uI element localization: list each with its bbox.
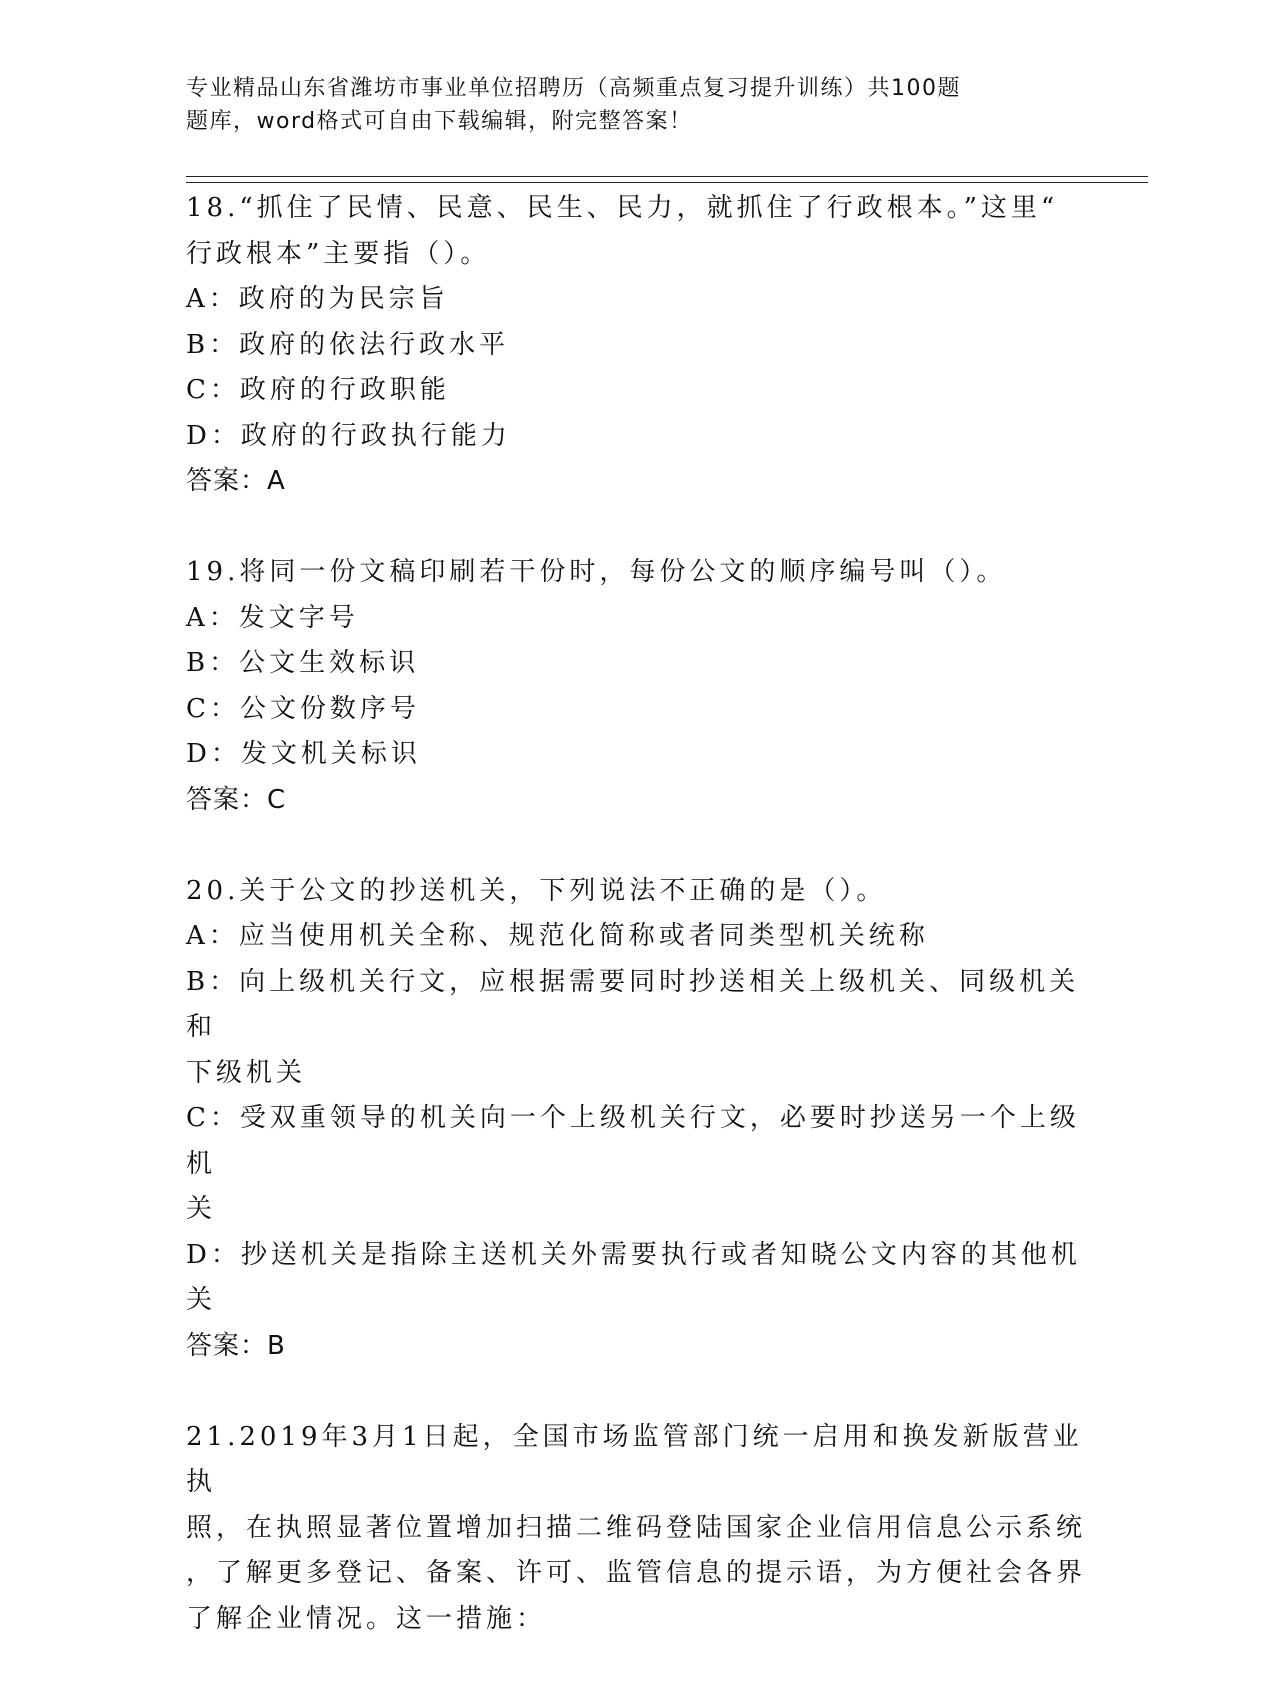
document-header xyxy=(186,72,1016,138)
question-stem: 照，在执照显著位置增加扫描二维码登陆国家企业信用信息公示系统 xyxy=(186,1512,1087,1543)
question-stem: 了解企业情况。这一措施： xyxy=(186,1603,547,1634)
option-b-continued: 下级机关 xyxy=(186,1057,307,1088)
question-stem: 19.将同一份文稿印刷若干份时，每份公文的顺序编号叫（）。 xyxy=(186,557,1007,587)
header-line-1: 专业精品山东省潍坊市事业单位招聘历（高频重点复习提升训练）共100题 xyxy=(186,76,961,101)
header-rule-top xyxy=(186,176,1148,177)
option-c: C：受双重领导的机关向一个上级机关行文，必要时抄送另一个上级机 xyxy=(186,1103,1080,1179)
header-line-2: 题库，word格式可自由下载编辑，附完整答案！ xyxy=(186,109,693,134)
option-d: D：发文机关标识 xyxy=(186,739,421,769)
question-stem: 21.2019年3月1日起，全国市场监管部门统一启用和换发新版营业执 xyxy=(186,1421,1083,1497)
answer: 答案：B xyxy=(186,1330,286,1361)
option-b: B：政府的依法行政水平 xyxy=(186,329,510,360)
header-rule-bottom xyxy=(186,182,1148,183)
option-b: B：向上级机关行文，应根据需要同时抄送相关上级机关、同级机关和 xyxy=(186,966,1080,1042)
question-stem: 20.关于公文的抄送机关，下列说法不正确的是（）。 xyxy=(186,875,887,906)
question-list xyxy=(186,186,1086,1688)
question-stem: 18.“抓住了民情、民意、民生、民力，就抓住了行政根本。”这里“ xyxy=(186,193,1059,223)
question-18 xyxy=(186,186,1086,505)
option-c: C：公文份数序号 xyxy=(186,693,420,724)
answer: 答案：A xyxy=(186,466,286,496)
option-c-continued: 关 xyxy=(186,1194,217,1224)
option-b: B：公文生效标识 xyxy=(186,648,420,678)
answer: 答案：C xyxy=(186,784,287,815)
option-c: C：政府的行政职能 xyxy=(186,375,450,405)
option-d: D：抄送机关是指除主送机关外需要执行或者知晓公文内容的其他机关 xyxy=(186,1239,1081,1315)
question-stem: 行政根本”主要指（）。 xyxy=(186,238,491,269)
option-a: A：应当使用机关全称、规范化简称或者同类型机关统称 xyxy=(186,921,929,951)
question-20 xyxy=(186,869,1086,1370)
question-19 xyxy=(186,550,1086,823)
option-d: D：政府的行政执行能力 xyxy=(186,420,511,451)
option-a: A：发文字号 xyxy=(186,602,359,633)
question-stem: ，了解更多登记、备案、许可、监管信息的提示语，为方便社会各界 xyxy=(186,1558,1087,1588)
option-a: A：政府的为民宗旨 xyxy=(186,284,449,314)
question-21 xyxy=(186,1415,1086,1643)
